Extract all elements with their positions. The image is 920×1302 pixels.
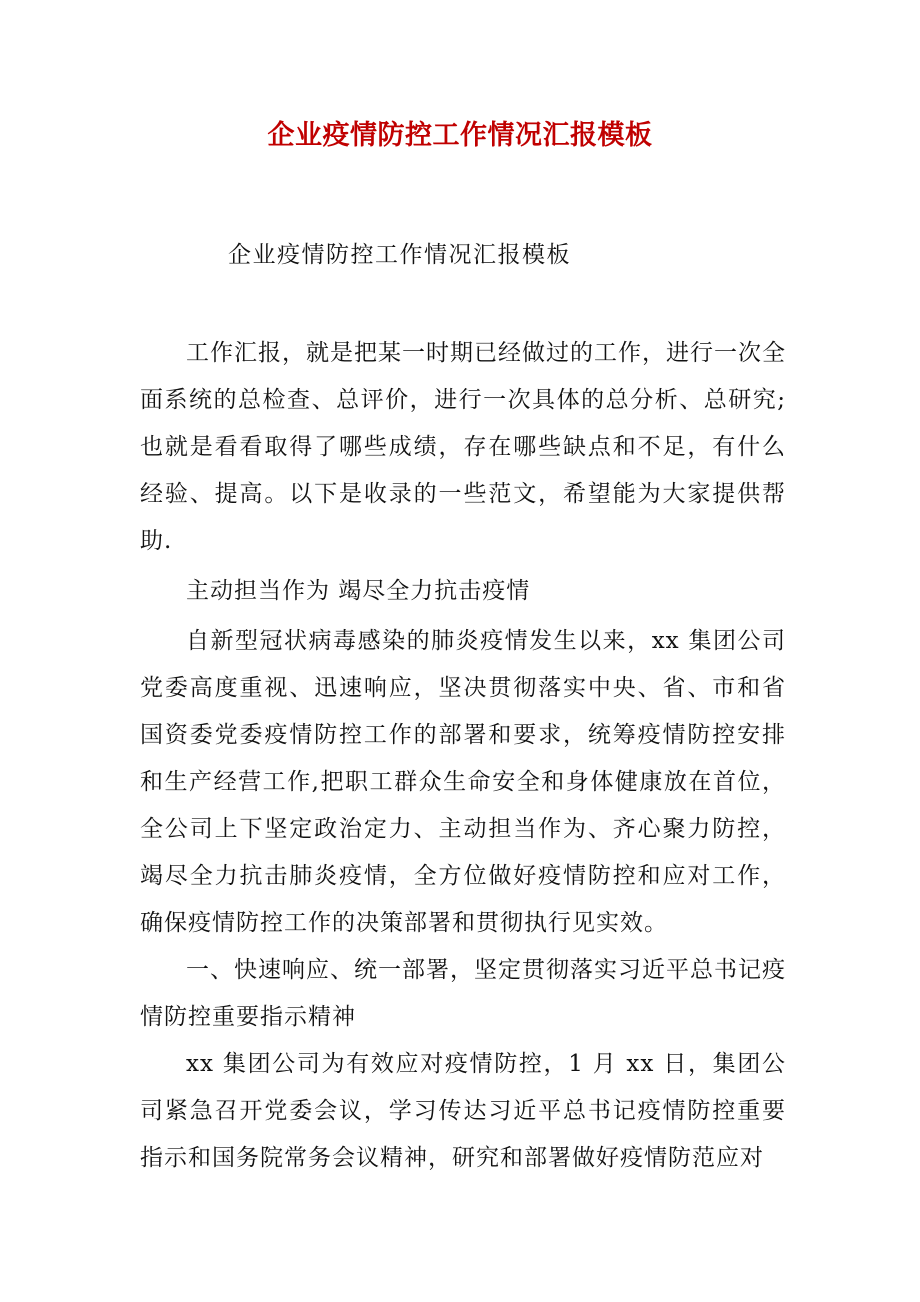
numbered-heading: 一、快速响应、统一部署，坚定贯彻落实习近平总书记疫情防控重要指示精神 — [140, 957, 786, 1030]
document-subtitle: 企业疫情防控工作情况汇报模板 — [228, 242, 571, 268]
section-heading: 主动担当作为 竭尽全力抗击疫情 — [186, 578, 531, 604]
intro-paragraph: 工作汇报，就是把某一时期已经做过的工作，进行一次全面系统的总检查、总评价，进行一次具体的总分析、总研究;也就是看看取得了哪些成绩，存在哪些缺点和不足，有什么经验、提高。以下是收录的一些范文，希望能为大家提供帮助. — [140, 340, 786, 554]
body-paragraph: xx 集团公司为有效应对疫情防控，1 月 xx 日，集团公司紧急召开党委会议，学习传达习近平总书记疫情防控重要指示和国务院常务会议精神，研究和部署做好疫情防范应对 — [140, 1051, 786, 1171]
document-title: 企业疫情防控工作情况汇报模板 — [267, 120, 653, 151]
document-body — [140, 330, 786, 1182]
body-paragraph: 自新型冠状病毒感染的肺炎疫情发生以来，xx 集团公司党委高度重视、迅速响应，坚决贯彻落实中央、省、市和省国资委党委疫情防控工作的部署和要求，统筹疫情防控安排和生产经营工作,把职工群众生命安全和身体健康放在首位，全公司上下坚定政治定力、主动担当作为、齐心聚力防控，竭尽全力抗击肺炎疫情，全方位做好疫情防控和应对工作，确保疫情防控工作的决策部署和贯彻执行见实效。 — [140, 628, 786, 936]
